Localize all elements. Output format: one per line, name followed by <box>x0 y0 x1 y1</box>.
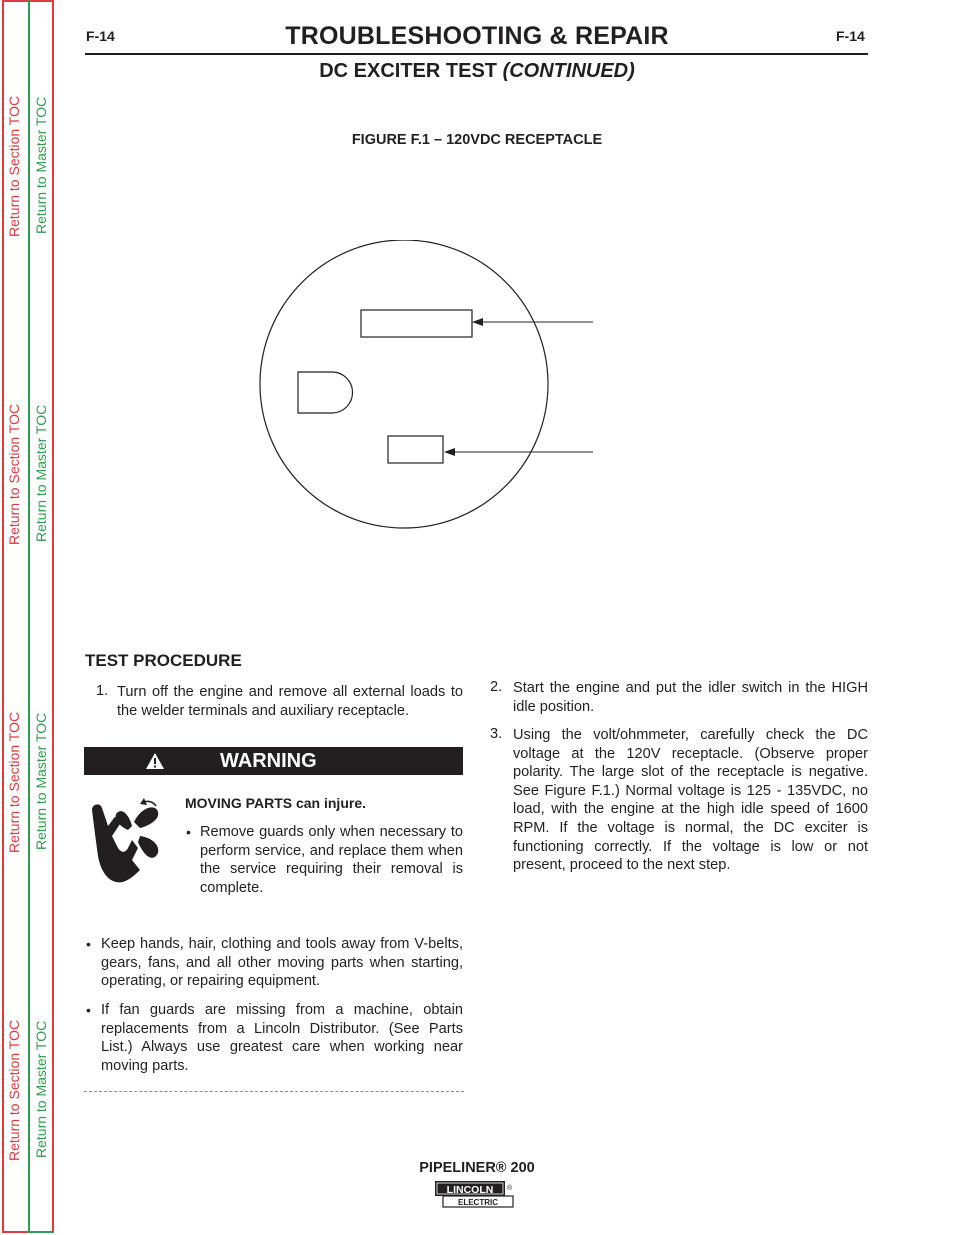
step-2-number: 2. <box>490 679 503 695</box>
logo-text-bottom: ELECTRIC <box>458 1198 498 1207</box>
receptacle-large-slot <box>361 310 472 337</box>
figure-caption: FIGURE F.1 – 120VDC RECEPTACLE <box>351 132 603 148</box>
moving-parts-hand-fan-icon <box>88 796 164 888</box>
return-to-master-toc-link-2[interactable]: Return to Master TOC <box>33 404 49 542</box>
logo-text-top: LINCOLN <box>446 1184 494 1196</box>
hazard-bullet-text: Remove guards only when necessary to perform service, and replace them when the service requiring their removal is complete. <box>200 824 463 896</box>
return-to-master-toc-link-4[interactable]: Return to Master TOC <box>33 1020 49 1158</box>
return-to-section-toc-link-1[interactable]: Return to Section TOC <box>6 95 22 237</box>
hazard-title: MOVING PARTS can injure. <box>185 795 366 811</box>
safety-bullet-1-text: Keep hands, hair, clothing and tools away from V-belts, gears, fans, and all other moving parts when starting, operating, or repairing equipment. <box>101 936 463 990</box>
page-number-right: F-14 <box>836 28 865 44</box>
footer-model-name: PIPELINER® 200 <box>419 1160 535 1176</box>
receptacle-ground-pin <box>298 372 353 413</box>
page-subtitle <box>0 60 954 83</box>
page-title: TROUBLESHOOTING & REPAIR <box>285 22 669 50</box>
safety-bullet-1-dot: • <box>86 936 91 952</box>
receptacle-diagram <box>250 240 610 530</box>
safety-bullet-2-text: If fan guards are missing from a machine, obtain replacements from a Lincoln Distributor. (See Parts List.) Always use greatest care when working near moving parts. <box>101 1002 463 1074</box>
test-procedure-heading: TEST PROCEDURE <box>85 651 242 670</box>
return-to-section-toc-link-3[interactable]: Return to Section TOC <box>6 711 22 853</box>
receptacle-small-slot <box>388 436 443 463</box>
arrowhead-small-slot <box>444 448 455 456</box>
warning-end-rule <box>84 1091 464 1092</box>
header-rule <box>85 53 868 55</box>
page-number-left: F-14 <box>86 28 115 44</box>
step-2-text: Start the engine and put the idler switch in the HIGH idle position. <box>513 680 868 715</box>
logo-registered-mark: ® <box>507 1185 513 1192</box>
safety-bullet-2-dot: • <box>86 1002 91 1018</box>
warning-label: WARNING <box>220 750 317 772</box>
lincoln-electric-logo <box>435 1179 515 1208</box>
return-to-master-toc-link-3[interactable]: Return to Master TOC <box>33 712 49 850</box>
return-to-master-toc-link-1[interactable]: Return to Master TOC <box>33 96 49 234</box>
step-3-number: 3. <box>490 726 503 742</box>
arrowhead-large-slot <box>472 318 483 326</box>
hazard-bullet-dot: • <box>186 824 191 840</box>
return-to-section-toc-link-2[interactable]: Return to Section TOC <box>6 403 22 545</box>
step-1-number: 1. <box>96 683 109 699</box>
subtitle-continued: (CONTINUED) <box>502 60 635 82</box>
subtitle-main: DC EXCITER TEST <box>319 60 497 82</box>
return-to-section-toc-link-4[interactable]: Return to Section TOC <box>6 1019 22 1161</box>
step-1-text: Turn off the engine and remove all external loads to the welder terminals and auxiliary receptacle. <box>117 684 463 719</box>
warning-triangle-icon <box>146 753 164 769</box>
step-3-text: Using the volt/ohmmeter, carefully check the DC voltage at the 120V receptacle. (Observe proper polarity. The large slot of the receptacle is negative. See Figure F.1.) Normal voltage is 125 - 135VDC, no load, with the engine at the high idle speed of 1600 RPM. If the voltage is normal, the DC exciter is functioning correctly. If the voltage is low or not present, proceed to the next step. <box>513 727 868 874</box>
